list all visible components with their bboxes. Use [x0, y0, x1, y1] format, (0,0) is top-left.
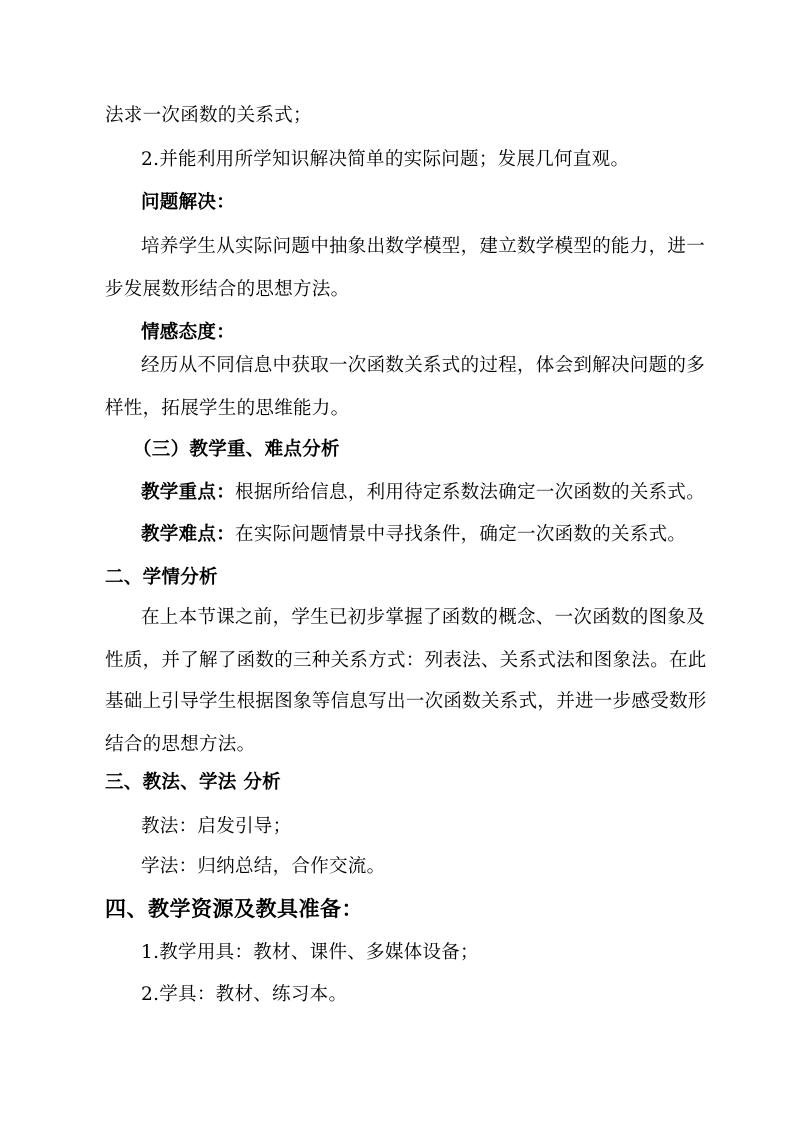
section-heading: 情感态度：: [141, 322, 236, 343]
paragraph-line: 结合的思想方法。: [105, 734, 256, 755]
paragraph-line: 学法：归纳总结，合作交流。: [141, 856, 386, 877]
paragraph-line: 样性，拓展学生的思维能力。: [105, 398, 350, 419]
paragraph-line: 2.学具：教材、练习本。: [141, 984, 348, 1005]
section-heading: 问题解决：: [141, 192, 236, 213]
difficulty-line: [141, 523, 686, 547]
paragraph-line: 性质，并了解了函数的三种关系方式：列表法、关系式法和图象法。在此: [105, 650, 707, 671]
section-heading: （三）教学重、难点分析: [133, 439, 340, 460]
paragraph-line: 2.并能利用所学知识解决简单的实际问题；发展几何直观。: [141, 149, 630, 170]
paragraph-line: 基础上引导学生根据图象等信息写出一次函数关系式，并进一步感受数形: [105, 691, 707, 712]
paragraph-line: 1.教学用具：教材、课件、多媒体设备；: [141, 942, 479, 963]
section-heading: 三、教法、学法 分析: [105, 772, 281, 793]
paragraph-line: 步发展数形结合的思想方法。: [105, 279, 350, 300]
paragraph-line: 法求一次函数的关系式；: [105, 105, 312, 126]
paragraph-line: 教法：启发引导；: [141, 816, 292, 837]
key-point-line: [141, 481, 705, 505]
difficulty-label: 教学难点：: [141, 524, 236, 545]
key-point-label: 教学重点：: [141, 482, 236, 503]
paragraph-line: 经历从不同信息中获取一次函数关系式的过程，体会到解决问题的多: [141, 355, 706, 376]
section-heading: 四、教学资源及教具准备：: [105, 896, 363, 921]
paragraph-line: 在上本节课之前，学生已初步掌握了函数的概念、一次函数的图象及: [141, 607, 706, 628]
difficulty-text: 在实际问题情景中寻找条件，确定一次函数的关系式。: [235, 524, 687, 545]
section-heading: 二、学情分析: [105, 567, 218, 588]
paragraph-line: 培养学生从实际问题中抽象出数学模型，建立数学模型的能力，进一: [141, 236, 706, 257]
key-point-text: 根据所给信息，利用待定系数法确定一次函数的关系式。: [235, 482, 706, 503]
